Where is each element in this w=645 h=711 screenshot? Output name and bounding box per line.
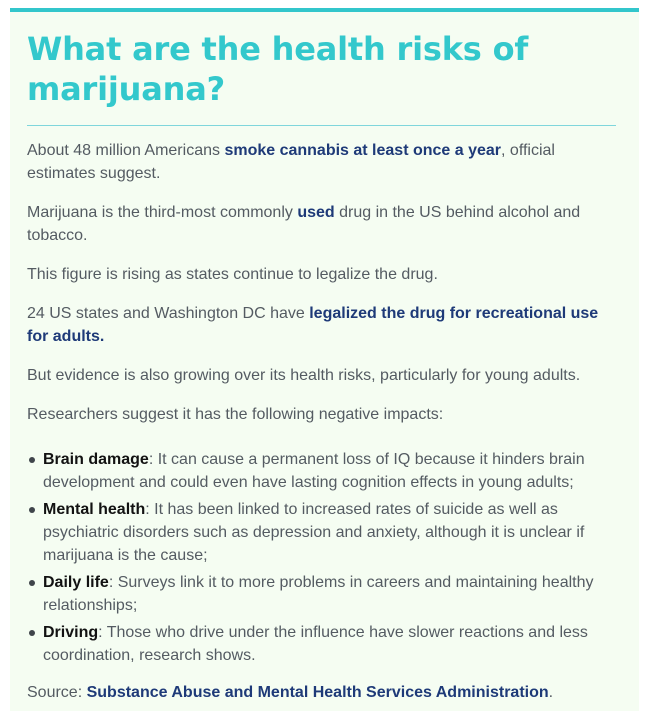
health-risks-list [27, 448, 617, 667]
info-box [10, 8, 639, 711]
paragraph-evidence-growing: But evidence is also growing over its health risks, particularly for young adults. [27, 367, 581, 384]
paragraph-text: Marijuana is the third-most commonly [27, 204, 298, 221]
bullet-dot-icon [29, 580, 35, 586]
bullet-text: : Those who drive under the influence have slower reactions and less coordination, research shows. [43, 624, 588, 664]
paragraph-cannabis-users [27, 139, 617, 185]
source-link[interactable]: Substance Abuse and Mental Health Services Administration [86, 684, 549, 701]
bullet-dot-icon [29, 457, 35, 463]
list-item-mental-health [27, 498, 617, 567]
paragraph-negative-impacts-intro: Researchers suggest it has the following negative impacts: [27, 406, 444, 423]
source-end: . [548, 684, 554, 701]
bullet-dot-icon [29, 507, 35, 513]
legalized-recreational-link[interactable]: legalized the drug for recreational use for adults. [27, 305, 599, 345]
paragraph-rising-figure: This figure is rising as states continue to legalize the drug. [27, 266, 438, 283]
paragraph-text: 24 US states and Washington DC have [27, 305, 310, 322]
paragraph-text: , official estimates suggest. [27, 142, 555, 182]
title-divider [27, 125, 616, 126]
paragraph-text: drug in the US behind alcohol and tobacco. [27, 204, 581, 244]
bullet-term: Mental health [43, 501, 146, 518]
list-item-driving [27, 621, 617, 667]
bullet-text: : Surveys link it to more problems in careers and maintaining healthy relationships; [43, 574, 594, 614]
source-label: Source: [27, 684, 87, 701]
source-line [27, 681, 617, 704]
used-link[interactable]: used [297, 204, 335, 221]
smoke-cannabis-link[interactable]: smoke cannabis at least once a year [224, 142, 502, 159]
paragraph-legalized-states [27, 302, 617, 348]
bullet-term: Daily life [43, 574, 109, 591]
bullet-text: : It has been linked to increased rates of suicide as well as psychiatric disorders such as depression and anxiety, although it is unclear if marijuana is the cause; [43, 501, 585, 564]
bullet-term: Brain damage [43, 451, 149, 468]
bullet-term: Driving [43, 624, 99, 641]
paragraph-text: About 48 million Americans [27, 142, 225, 159]
bullet-text: : It can cause a permanent loss of IQ because it hinders brain development and could even have lasting cognition effects in young adults; [43, 451, 585, 491]
box-title: What are the health risks of marijuana? [27, 30, 529, 108]
list-item-brain-damage [27, 448, 617, 494]
paragraph-third-most-used [27, 201, 617, 247]
list-item-daily-life [27, 571, 617, 617]
bullet-dot-icon [29, 630, 35, 636]
